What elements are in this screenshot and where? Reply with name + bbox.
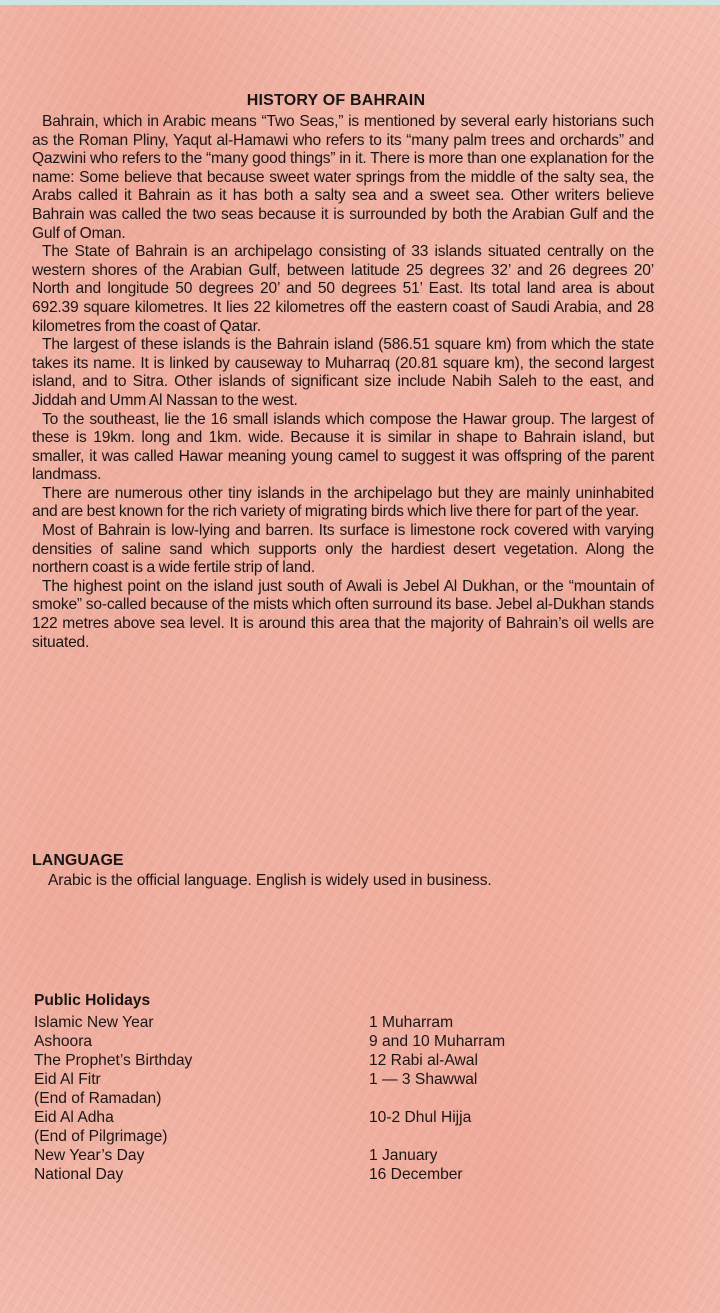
top-edge-strip	[0, 0, 720, 5]
history-paragraph: The largest of these islands is the Bahrain island (586.51 square km) from which the state takes its name. It is linked by causeway to Muharraq (20.81 square km), the second largest island, and to Sitra. Other islands of significant size include Nabih Saleh to the east, and Jiddah and Umm Al Nassan to the west.	[32, 336, 654, 409]
history-paragraph: There are numerous other tiny islands in the archipelago but they are mainly uninhabited and are best known for the rich variety of migrating birds which live there for part of the year.	[32, 484, 654, 521]
holiday-date: 10-2 Dhul Hijja	[369, 1109, 472, 1126]
holiday-date-empty	[369, 1089, 505, 1108]
holiday-name: National Day	[34, 1166, 124, 1183]
holiday-name: Eid Al Adha	[34, 1109, 114, 1126]
holiday-names-list	[34, 1013, 192, 1184]
holiday-name: New Year’s Day	[34, 1147, 145, 1164]
history-paragraph: To the southeast, lie the 16 small islands which compose the Hawar group. The largest of these is 19km. long and 1km. wide. Because it is similar in shape to Bahrain island, but smaller, it was called Hawar meaning young camel to suggest it was offspring of the parent landmass.	[32, 410, 654, 484]
history-title: HISTORY OF BAHRAIN	[246, 92, 426, 109]
holiday-date-empty	[369, 1127, 505, 1146]
language-text: Arabic is the official language. English is widely used in business.	[48, 872, 492, 889]
holiday-dates-list	[369, 1013, 505, 1184]
holiday-date: 16 December	[369, 1166, 463, 1183]
history-paragraph: Bahrain, which in Arabic means “Two Seas,” is mentioned by several early historians such as the Roman Pliny, Yaqut al-Hamawi who refers to its “many palm trees and orchards” and Qazwini who refers to the “many good things” in it. There is more than one explanation for the name: Some believe that because sweet water springs from the middle of the salty sea, the Arabs called it Bahrain as it has both a salty sea and a sweet sea. Other writers believe Bahrain was called the two seas because it is surrounded by both the Arabian Gulf and the Gulf of Oman.	[32, 113, 654, 242]
holiday-name-note: (End of Ramadan)	[34, 1090, 162, 1107]
holiday-name-note: (End of Pilgrimage)	[34, 1128, 168, 1145]
history-paragraph: The State of Bahrain is an archipelago consisting of 33 islands situated centrally on the western shores of the Arabian Gulf, between latitude 25 degrees 32’ and 26 degrees 20’ North and longitude 50 degrees 20’ and 50 degrees 51’ East. Its total land area is about 692.39 square kilometres. It lies 22 kilometres off the eastern coast of Saudi Arabia, and 28 kilometres from the coast of Qatar.	[32, 243, 654, 335]
history-paragraph: Most of Bahrain is low-lying and barren. Its surface is limestone rock covered with varying densities of saline sand which supports only the hardiest desert vegetation. Along the northern coast is a wide fertile strip of land.	[32, 522, 654, 577]
holiday-name: Islamic New Year	[34, 1014, 154, 1031]
language-heading: LANGUAGE	[32, 852, 124, 869]
history-body	[32, 113, 654, 652]
holiday-name: The Prophet’s Birthday	[34, 1052, 193, 1069]
holiday-date: 1 January	[369, 1147, 438, 1164]
holiday-date: 12 Rabi al-Awal	[369, 1052, 478, 1069]
holiday-name: Ashoora	[34, 1033, 93, 1050]
public-holidays-heading: Public Holidays	[34, 992, 151, 1009]
holiday-date: 1 — 3 Shawwal	[369, 1071, 478, 1088]
history-paragraph: The highest point on the island just south of Awali is Jebel Al Dukhan, or the “mountain of smoke” so-called because of the mists which often surround its base. Jebel al-Dukhan stands 122 metres above sea level. It is around this area that the majority of Bahrain’s oil wells are situated.	[32, 577, 654, 651]
holiday-date: 9 and 10 Muharram	[369, 1033, 506, 1050]
holiday-date: 1 Muharram	[369, 1014, 454, 1031]
holiday-name: Eid Al Fitr	[34, 1071, 101, 1088]
